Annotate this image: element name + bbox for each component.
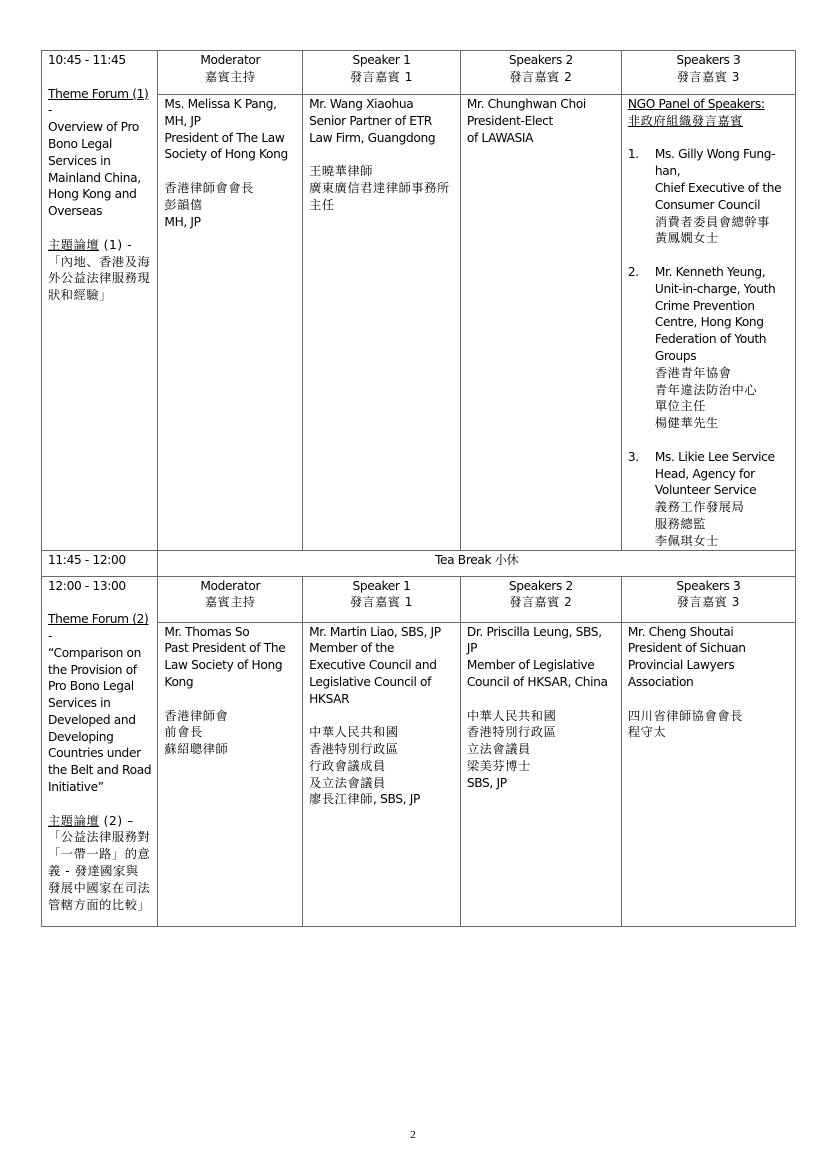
session2-header-row	[42, 576, 796, 622]
speaker-zh-line: 單位主任	[654, 399, 707, 414]
moderator-zh-line: 香港律師會	[164, 708, 229, 723]
session2-speaker2-header	[460, 576, 621, 622]
session1-theme-dash: -	[48, 103, 53, 118]
session2-time: 12:00 - 13:00	[48, 578, 126, 593]
speaker-title: President of Sichuan Provincial Lawyers Association	[627, 641, 746, 689]
speaker-zh-name: 王曉華律師	[309, 164, 374, 179]
header-label-zh: 發言嘉賓 3	[676, 595, 740, 610]
session1-speaker3-cell	[621, 95, 795, 551]
session2-theme-desc: “Comparison on the Provision of Pro Bono Legal Services in Developed and Developing Countries under the Belt and Road Initiative”	[48, 645, 152, 795]
session2-moderator-header	[158, 576, 303, 622]
moderator-zh-line: 前會長	[164, 725, 203, 740]
speaker-zh-line: 義務工作發展局	[654, 500, 745, 515]
session1-speaker2-header	[460, 51, 621, 95]
session1-speaker3-header	[621, 51, 795, 95]
session2-theme-cell	[42, 576, 158, 926]
session1-header-row	[42, 51, 796, 95]
speaker-name: Mr. Martin Liao, SBS, JP	[309, 624, 441, 639]
tea-break-row	[42, 550, 796, 576]
speaker-zh-line: 程守太	[627, 725, 667, 740]
speaker-zh-line: 中華人民共和國	[466, 708, 557, 723]
speaker-name: Ms. Gilly Wong Fung-han,	[654, 147, 776, 179]
speaker-title: Member of the Executive Council and Legislative Council of HKSAR	[309, 641, 437, 706]
session1-theme-zh-num: (1) -	[99, 237, 133, 252]
speaker-zh-line: 中華人民共和國	[309, 725, 399, 740]
speaker-title: Chief Executive of the Consumer Council	[654, 180, 782, 212]
session2-speaker3-header	[621, 576, 795, 622]
speaker-zh-line: 李佩琪女士	[654, 533, 719, 548]
tea-break-time: 11:45 - 12:00	[42, 550, 158, 576]
speaker-zh-line: 立法會議員	[466, 742, 531, 757]
header-label-zh: 發言嘉賓 1	[349, 595, 414, 610]
session1-theme-zh-title: 主題論壇	[48, 237, 100, 252]
header-label-zh: 發言嘉賓 1	[349, 69, 414, 84]
session1-speaker1-cell	[303, 95, 461, 551]
session1-theme-zh-desc: 「內地、香港及海外公益法律服務現狀和經驗」	[48, 254, 151, 303]
moderator-zh-suffix: MH, JP	[164, 214, 201, 229]
speaker-zh-suffix: SBS, JP	[466, 775, 507, 790]
speaker-name: Mr. Wang Xiaohua	[309, 97, 414, 111]
speaker-name: Ms. Likie Lee Service	[654, 449, 775, 464]
speaker-name: Dr. Priscilla Leung, SBS, JP	[466, 624, 602, 656]
ngo-panel-title-zh: 非政府組織發言嘉賓	[627, 113, 743, 128]
speaker-title: President-Elect	[466, 113, 553, 128]
speaker-zh-line: 及立法會議員	[309, 775, 386, 790]
session1-speaker1-header	[303, 51, 461, 95]
speaker-zh-line: 梁美芬博士	[466, 758, 531, 773]
session2-speaker3-cell	[621, 622, 795, 926]
header-label-en: Speakers 2	[508, 578, 573, 593]
moderator-zh-title: 香港律師會會長	[164, 180, 254, 195]
moderator-name: Mr. Thomas So	[164, 624, 250, 639]
header-label-en: Speakers 2	[508, 53, 573, 67]
speaker-zh-line: 行政會議成員	[309, 758, 386, 773]
ngo-speaker-item	[628, 264, 789, 432]
speaker-title: Head, Agency for Volunteer Service	[654, 466, 757, 498]
speaker-zh-line: 香港特別行政區	[309, 742, 399, 757]
header-label-zh: 發言嘉賓 2	[509, 69, 573, 84]
moderator-name: Ms. Melissa K Pang, MH, JP	[164, 97, 277, 128]
speaker-title: Senior Partner of ETR Law Firm, Guangdong	[309, 113, 436, 145]
header-label-zh: 發言嘉賓 3	[676, 69, 740, 84]
session1-theme-cell	[42, 51, 158, 551]
header-label-en: Speakers 3	[676, 53, 741, 67]
session1-moderator-cell	[158, 95, 303, 551]
speaker-zh-title: 廣東廣信君達律師事務所主任	[309, 180, 450, 212]
speaker-zh-line: 香港青年協會	[654, 365, 732, 380]
speaker-zh-line: 青年違法防治中心	[654, 382, 758, 397]
list-number: 1.	[627, 147, 639, 162]
ngo-speaker-list	[628, 146, 789, 549]
session1-moderator-header	[158, 51, 303, 95]
header-label-en: Moderator	[200, 53, 261, 67]
moderator-title: President of The Law Society of Hong Kong	[164, 130, 288, 162]
ngo-panel-title: NGO Panel of Speakers:	[627, 97, 765, 111]
speaker-title: Member of Legislative Council of HKSAR, China	[466, 658, 608, 689]
session1-speaker2-cell	[460, 95, 621, 551]
agenda-table	[41, 50, 796, 927]
moderator-zh-line: 蘇紹聰律師	[164, 742, 229, 757]
session2-theme-zh-desc: 「公益法律服務對「一帶一路」的意義 - 發達國家與發展中國家在司法管轄方面的比較」	[48, 830, 151, 912]
list-number: 3.	[627, 449, 639, 464]
session2-moderator-cell	[158, 622, 303, 926]
moderator-title: Past President of The Law Society of Hong Kong	[164, 641, 286, 689]
speaker-zh-line: 楊健華先生	[654, 416, 719, 431]
speaker-title: of LAWASIA	[466, 130, 534, 145]
session1-theme-desc: Overview of Pro Bono Legal Services in Mainland China, Hong Kong and Overseas	[48, 120, 141, 219]
speaker-title: Unit-in-charge, Youth Crime Prevention Centre, Hong Kong Federation of Youth Groups	[654, 281, 776, 363]
session1-theme-title: Theme Forum (1)	[48, 86, 149, 101]
speaker-zh-suffix: , SBS, JP	[373, 792, 420, 807]
session2-speaker2-cell	[460, 622, 621, 926]
header-label-en: Speaker 1	[352, 53, 411, 67]
header-label-en: Moderator	[200, 578, 261, 593]
moderator-zh-name: 彭韻僖	[164, 197, 203, 212]
speaker-zh-line: 消費者委員會總幹事	[654, 214, 770, 229]
speaker-zh-line: 服務總監	[654, 516, 707, 531]
session2-theme-zh-title: 主題論壇	[48, 813, 100, 828]
speaker-zh-name: 廖長江律師	[309, 792, 374, 807]
session2-theme-title: Theme Forum (2)	[48, 612, 149, 627]
session2-speaker1-header	[303, 576, 461, 622]
ngo-speaker-item	[628, 449, 789, 550]
list-number: 2.	[627, 264, 639, 279]
speaker-zh-line: 四川省律師協會會長	[627, 708, 743, 723]
tea-break-label: Tea Break 小休	[158, 550, 796, 576]
header-label-en: Speakers 3	[676, 578, 741, 593]
speaker-name: Mr. Chunghwan Choi	[466, 97, 586, 111]
speaker-zh-line: 香港特別行政區	[466, 725, 557, 740]
session1-time: 10:45 - 11:45	[48, 53, 126, 67]
speaker-name: Mr. Kenneth Yeung,	[654, 264, 766, 279]
ngo-speaker-item	[628, 146, 789, 247]
session2-theme-dash: -	[48, 628, 53, 643]
header-label-en: Speaker 1	[352, 578, 411, 593]
session2-theme-zh-num: (2) –	[99, 813, 134, 828]
header-label-zh: 嘉賓主持	[205, 595, 256, 610]
session2-speaker1-cell	[303, 622, 461, 926]
page-number: 2	[410, 1129, 416, 1141]
speaker-name: Mr. Cheng Shoutai	[627, 624, 734, 639]
speaker-zh-line: 黃鳳嫺女士	[654, 231, 719, 246]
header-label-zh: 嘉賓主持	[205, 69, 256, 84]
header-label-zh: 發言嘉賓 2	[509, 595, 573, 610]
